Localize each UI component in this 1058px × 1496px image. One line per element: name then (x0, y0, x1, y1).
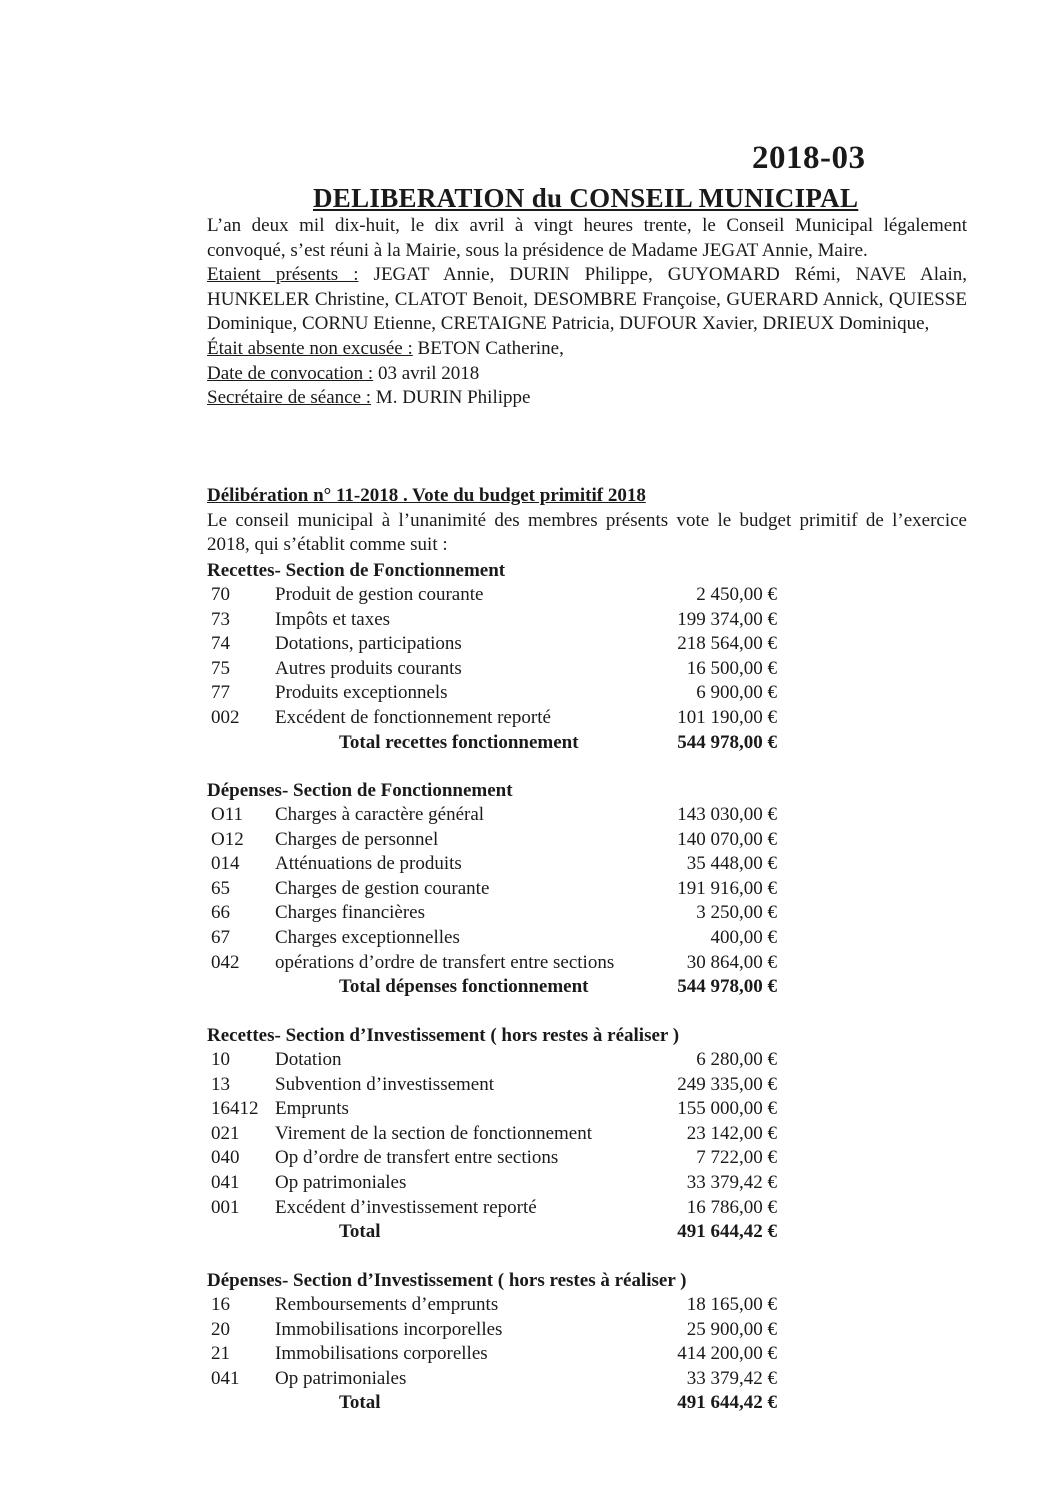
deliberation-block (207, 484, 967, 558)
row-label: Op d’ordre de transfert entre sections (275, 1147, 559, 1169)
budget-row (207, 828, 807, 853)
row-label: Op patrimoniales (275, 1367, 407, 1389)
row-code: 041 (211, 1367, 240, 1389)
row-code: 70 (211, 584, 230, 605)
row-label: Charges à caractère général (275, 804, 485, 825)
total-label: Total recettes fonctionnement (339, 731, 579, 753)
row-label: Excédent de fonctionnement reporté (275, 706, 551, 728)
row-amount: 143 030,00 € (677, 804, 777, 825)
budget-section-depenses-fonctionnement (207, 779, 807, 1000)
row-code: O12 (211, 828, 244, 850)
row-amount: 6 280,00 € (696, 1049, 777, 1070)
budget-row (207, 1097, 807, 1122)
row-code: 040 (211, 1147, 240, 1169)
convocation-date: 03 avril 2018 (373, 362, 480, 384)
row-amount: 16 500,00 € (686, 657, 777, 679)
section-heading: Recettes- Section de Fonctionnement (207, 560, 506, 581)
row-label: Immobilisations incorporelles (275, 1318, 503, 1340)
budget-row (207, 901, 807, 926)
row-amount: 33 379,42 € (686, 1171, 777, 1193)
present-label: Etaient présents : (207, 264, 359, 286)
row-code: 75 (211, 657, 230, 679)
row-amount: 191 916,00 € (677, 877, 777, 899)
row-amount: 35 448,00 € (686, 853, 777, 875)
total-amount: 544 978,00 € (677, 976, 777, 998)
row-label: Subvention d’investissement (275, 1073, 495, 1095)
row-amount: 155 000,00 € (677, 1098, 777, 1120)
row-label: Remboursements d’emprunts (275, 1294, 499, 1315)
budget-row (207, 706, 807, 731)
budget-row (207, 926, 807, 951)
row-label: Charges de personnel (275, 828, 439, 850)
row-amount: 249 335,00 € (677, 1073, 777, 1095)
row-amount: 218 564,00 € (677, 633, 777, 655)
budget-row (207, 1342, 807, 1367)
row-label: Produits exceptionnels (275, 682, 448, 704)
row-amount: 400,00 € (710, 926, 777, 948)
convocation-line (207, 362, 967, 387)
row-code: 001 (211, 1196, 240, 1218)
row-code: 16412 (211, 1098, 259, 1120)
budget-row (207, 1318, 807, 1343)
total-label: Total (339, 1392, 381, 1414)
row-amount: 101 190,00 € (677, 706, 777, 728)
row-label: Produit de gestion courante (275, 584, 484, 605)
budget-row (207, 1048, 807, 1073)
deliberation-text: Le conseil municipal à l’unanimité des membres présents vote le budget primitif de l’exercice 2018, qui s’établit comme suit : (207, 509, 967, 556)
row-code: 002 (211, 706, 240, 728)
absent-names: BETON Catherine, (412, 337, 564, 359)
row-amount: 18 165,00 € (686, 1294, 777, 1315)
row-label: Immobilisations corporelles (275, 1343, 488, 1365)
row-amount: 25 900,00 € (686, 1318, 777, 1340)
row-amount: 414 200,00 € (677, 1343, 777, 1365)
present-names: JEGAT Annie, DURIN Philippe, GUYOMARD Rémi, NAVE Alain, HUNKELER Christine, CLATOT Benoit, DESOMBRE Françoise, GUERARD Annick, QUIESSE Dominique, CORNU Etienne, CRETAIGNE Patricia, DUFOUR Xavier, DRIEUX Dominique, (207, 264, 967, 335)
row-label: Dotations, participations (275, 633, 462, 655)
deliberation-title: Délibération n° 11-2018 . Vote du budget primitif 2018 (207, 485, 646, 506)
absent-members (207, 337, 967, 362)
budget-row (207, 951, 807, 976)
budget-row (207, 1122, 807, 1147)
row-amount: 2 450,00 € (696, 584, 777, 605)
row-label: Dotation (275, 1049, 342, 1070)
budget-row (207, 1196, 807, 1221)
document-title: DELIBERATION du CONSEIL MUNICIPAL (313, 183, 859, 213)
row-amount: 7 722,00 € (696, 1147, 777, 1169)
section-heading: Recettes- Section d’Investissement ( hors restes à réaliser ) (207, 1025, 680, 1046)
total-label: Total dépenses fonctionnement (339, 976, 589, 998)
section-total-row (207, 975, 807, 1000)
total-amount: 491 644,42 € (677, 1221, 777, 1243)
budget-row (207, 803, 807, 828)
row-label: Op patrimoniales (275, 1171, 407, 1193)
convocation-label: Date de convocation : (207, 362, 374, 384)
budget-row (207, 877, 807, 902)
row-code: O11 (211, 804, 244, 825)
row-label: Atténuations de produits (275, 853, 462, 875)
section-total-row (207, 1391, 807, 1416)
row-code: 77 (211, 682, 230, 704)
row-amount: 30 864,00 € (686, 951, 777, 973)
secretary-line (207, 386, 967, 411)
row-amount: 6 900,00 € (696, 682, 777, 704)
row-code: 73 (211, 608, 230, 630)
budget-row (207, 1171, 807, 1196)
row-code: 041 (211, 1171, 240, 1193)
opening-paragraph: L’an deux mil dix-huit, le dix avril à vingt heures trente, le Conseil Municipal légalement convoqué, s’est réuni à la Mairie, sous la présidence de Madame JEGAT Annie, Maire. (207, 215, 967, 261)
deliberation-reference: 2018-03 (752, 140, 866, 176)
row-amount: 23 142,00 € (686, 1122, 777, 1144)
row-label: Virement de la section de fonctionnement (275, 1122, 592, 1144)
present-members (207, 263, 967, 337)
meeting-intro (207, 214, 967, 411)
budget-section-depenses-investissement (207, 1269, 807, 1416)
row-code: 16 (211, 1294, 230, 1315)
row-code: 74 (211, 633, 230, 655)
row-code: 014 (211, 853, 240, 875)
row-code: 13 (211, 1073, 230, 1095)
budget-row (207, 1367, 807, 1392)
section-total-row (207, 731, 807, 756)
row-code: 20 (211, 1318, 230, 1340)
row-label: Excédent d’investissement reporté (275, 1196, 537, 1218)
row-code: 65 (211, 877, 230, 899)
total-amount: 491 644,42 € (677, 1392, 777, 1414)
budget-row (207, 1073, 807, 1098)
total-label: Total (339, 1221, 381, 1243)
budget-row (207, 681, 807, 706)
secretary-label: Secrétaire de séance : (207, 387, 372, 409)
budget-row (207, 632, 807, 657)
row-label: opérations d’ordre de transfert entre sections (275, 951, 615, 973)
row-amount: 199 374,00 € (677, 608, 777, 630)
row-label: Emprunts (275, 1098, 349, 1120)
row-label: Impôts et taxes (275, 608, 391, 630)
budget-row (207, 608, 807, 633)
secretary-name: M. DURIN Philippe (371, 387, 531, 409)
budget-row (207, 1293, 807, 1318)
row-code: 66 (211, 902, 230, 924)
row-amount: 140 070,00 € (677, 828, 777, 850)
section-heading: Dépenses- Section d’Investissement ( hors restes à réaliser ) (207, 1270, 687, 1291)
row-label: Charges de gestion courante (275, 877, 490, 899)
row-label: Charges financières (275, 902, 426, 924)
budget-row (207, 1146, 807, 1171)
row-label: Charges exceptionnelles (275, 926, 460, 948)
row-amount: 33 379,42 € (686, 1367, 777, 1389)
budget-section-recettes-investissement (207, 1024, 807, 1245)
row-code: 021 (211, 1122, 240, 1144)
section-heading: Dépenses- Section de Fonctionnement (207, 780, 513, 801)
row-code: 21 (211, 1343, 230, 1365)
row-code: 042 (211, 951, 240, 973)
absent-label: Était absente non excusée : (207, 337, 413, 359)
budget-row (207, 657, 807, 682)
row-code: 10 (211, 1049, 230, 1070)
budget-section-recettes-fonctionnement (207, 559, 807, 755)
total-amount: 544 978,00 € (677, 731, 777, 753)
budget-row (207, 852, 807, 877)
budget-row (207, 583, 807, 608)
row-amount: 3 250,00 € (696, 902, 777, 924)
row-label: Autres produits courants (275, 657, 462, 679)
row-code: 67 (211, 926, 230, 948)
row-amount: 16 786,00 € (686, 1196, 777, 1218)
section-total-row (207, 1220, 807, 1245)
